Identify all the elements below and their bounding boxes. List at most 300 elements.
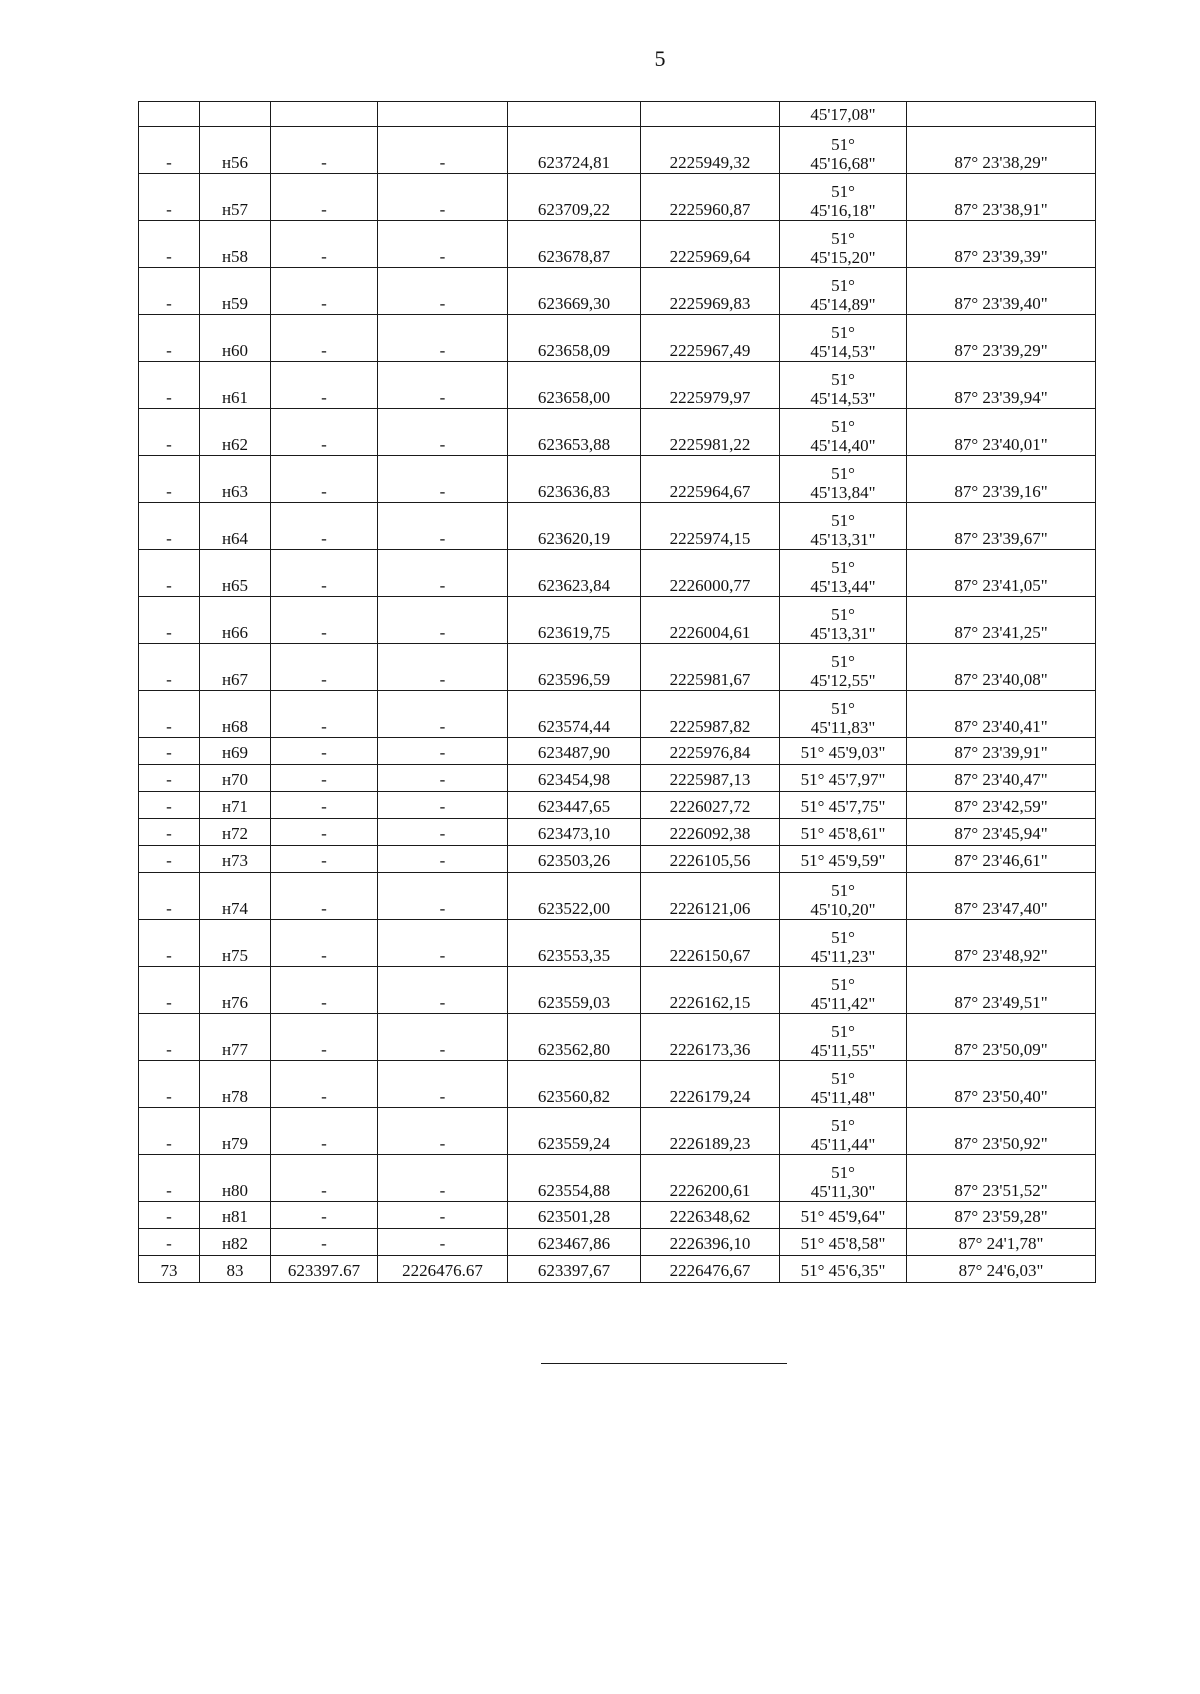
- cell-longitude: 87° 23'39,94": [907, 362, 1096, 409]
- latitude-minutes: 45'14,53": [810, 389, 876, 408]
- cell-num: -: [139, 221, 200, 268]
- cell-y-old: -: [378, 967, 508, 1014]
- cell-x-old: -: [271, 1014, 378, 1061]
- cell-y-old: -: [378, 1108, 508, 1155]
- cell-point-name: н70: [200, 765, 271, 792]
- cell-latitude: [780, 127, 907, 174]
- page-number: 5: [654, 46, 666, 71]
- cell-x-new: 623553,35: [508, 920, 641, 967]
- cell-num: -: [139, 1061, 200, 1108]
- cell-longitude: 87° 23'38,29": [907, 127, 1096, 174]
- cell-x-old: -: [271, 550, 378, 597]
- cell-y-new: 2226000,77: [641, 550, 780, 597]
- table-row: [139, 102, 1096, 127]
- cell-x-new: 623623,84: [508, 550, 641, 597]
- latitude-minutes: 45'10,20": [810, 900, 876, 919]
- cell-x-new: 623473,10: [508, 819, 641, 846]
- cell-y-new: 2226162,15: [641, 967, 780, 1014]
- table-row: [139, 1061, 1096, 1108]
- latitude-degrees: 51°: [831, 370, 855, 389]
- cell-latitude: [780, 920, 907, 967]
- cell-longitude: 87° 23'50,09": [907, 1014, 1096, 1061]
- cell-point-name: н79: [200, 1108, 271, 1155]
- table-row: [139, 1256, 1096, 1283]
- cell-point-name: н72: [200, 819, 271, 846]
- latitude-minutes: 45'12,55": [810, 671, 876, 690]
- cell-y-new: 2226105,56: [641, 846, 780, 873]
- cell-x-old: -: [271, 268, 378, 315]
- cell-y-new: 2226396,10: [641, 1229, 780, 1256]
- cell-x-new: 623574,44: [508, 691, 641, 738]
- latitude-minutes: 45'11,83": [810, 718, 876, 737]
- cell-num: -: [139, 967, 200, 1014]
- cell-latitude: [780, 1061, 907, 1108]
- cell-point-name: н76: [200, 967, 271, 1014]
- cell-x-old: -: [271, 1229, 378, 1256]
- cell-latitude: 51° 45'7,75": [780, 792, 907, 819]
- cell-num: -: [139, 503, 200, 550]
- cell-y-old: -: [378, 644, 508, 691]
- cell-point-name: н71: [200, 792, 271, 819]
- cell-longitude: 87° 23'45,94": [907, 819, 1096, 846]
- cell-x-old: -: [271, 846, 378, 873]
- cell-x-old: -: [271, 1108, 378, 1155]
- cell-latitude: [780, 174, 907, 221]
- latitude-degrees: 51°: [831, 1022, 855, 1041]
- cell-y-new: 2226348,62: [641, 1202, 780, 1229]
- cell-longitude: 87° 24'1,78": [907, 1229, 1096, 1256]
- table-row: [139, 1014, 1096, 1061]
- cell-y-old: -: [378, 873, 508, 920]
- footer-rule: [541, 1363, 787, 1364]
- cell-latitude: 51° 45'9,59": [780, 846, 907, 873]
- cell-x-old: -: [271, 362, 378, 409]
- cell-point-name: н80: [200, 1155, 271, 1202]
- table-row: [139, 1155, 1096, 1202]
- cell-longitude: 87° 23'51,52": [907, 1155, 1096, 1202]
- cell-point-name: н69: [200, 738, 271, 765]
- latitude-minutes: 45'13,44": [810, 577, 876, 596]
- table-row: [139, 644, 1096, 691]
- cell-num: -: [139, 846, 200, 873]
- cell-y-old: -: [378, 550, 508, 597]
- latitude-degrees: 51°: [831, 511, 855, 530]
- table-row: [139, 409, 1096, 456]
- cell-y-new: 2225964,67: [641, 456, 780, 503]
- cell-point-name: н82: [200, 1229, 271, 1256]
- table-row: [139, 1108, 1096, 1155]
- cell-y-old: -: [378, 819, 508, 846]
- cell-x-old: -: [271, 221, 378, 268]
- cell-latitude: [780, 221, 907, 268]
- latitude-degrees: 51°: [831, 652, 855, 671]
- cell-num: -: [139, 920, 200, 967]
- cell-num: -: [139, 362, 200, 409]
- cell-x-old: -: [271, 1155, 378, 1202]
- latitude-degrees: 51°: [831, 1163, 855, 1182]
- table-row: [139, 920, 1096, 967]
- cell-latitude: 51° 45'7,97": [780, 765, 907, 792]
- cell-y-new: 2226179,24: [641, 1061, 780, 1108]
- cell-latitude: [780, 268, 907, 315]
- cell-y-old: -: [378, 597, 508, 644]
- cell-x-new: 623619,75: [508, 597, 641, 644]
- cell-y-new: 2225967,49: [641, 315, 780, 362]
- table-row: [139, 315, 1096, 362]
- table-row: [139, 268, 1096, 315]
- latitude-minutes: 45'11,23": [810, 947, 876, 966]
- cell-latitude: [780, 503, 907, 550]
- cell-longitude: 87° 23'39,40": [907, 268, 1096, 315]
- cell-x-old: 623397.67: [271, 1256, 378, 1283]
- cell-num: -: [139, 1229, 200, 1256]
- cell-x-old: -: [271, 967, 378, 1014]
- latitude-minutes: 45'11,44": [810, 1135, 876, 1154]
- latitude-minutes: 45'14,89": [810, 295, 876, 314]
- cell-x-old: -: [271, 873, 378, 920]
- cell-y-old: -: [378, 920, 508, 967]
- cell-longitude: 87° 23'48,92": [907, 920, 1096, 967]
- latitude-minutes: 45'14,40": [810, 436, 876, 455]
- cell-y-new: 2225979,97: [641, 362, 780, 409]
- table-row: [139, 846, 1096, 873]
- cell-latitude: [780, 550, 907, 597]
- cell-point-name: н75: [200, 920, 271, 967]
- latitude-minutes: 45'13,84": [810, 483, 876, 502]
- cell-x-new: 623559,03: [508, 967, 641, 1014]
- cell-point-name: н62: [200, 409, 271, 456]
- cell-latitude: 51° 45'9,03": [780, 738, 907, 765]
- cell-y-old: -: [378, 792, 508, 819]
- cell-num: -: [139, 409, 200, 456]
- cell-x-old: -: [271, 644, 378, 691]
- cell-point-name: [200, 102, 271, 127]
- latitude-degrees: 51°: [831, 464, 855, 483]
- cell-x-new: 623447,65: [508, 792, 641, 819]
- cell-latitude: 51° 45'9,64": [780, 1202, 907, 1229]
- cell-longitude: 87° 23'40,47": [907, 765, 1096, 792]
- cell-y-old: -: [378, 765, 508, 792]
- cell-num: -: [139, 1108, 200, 1155]
- cell-y-old: -: [378, 315, 508, 362]
- cell-longitude: 87° 23'39,16": [907, 456, 1096, 503]
- cell-num: -: [139, 550, 200, 597]
- cell-y-new: 2226173,36: [641, 1014, 780, 1061]
- cell-x-old: -: [271, 691, 378, 738]
- cell-x-new: 623560,82: [508, 1061, 641, 1108]
- latitude-minutes: 45'11,55": [810, 1041, 876, 1060]
- table-row: [139, 1229, 1096, 1256]
- cell-x-new: 623620,19: [508, 503, 641, 550]
- cell-latitude: [780, 315, 907, 362]
- cell-latitude: [780, 1155, 907, 1202]
- cell-x-new: 623397,67: [508, 1256, 641, 1283]
- cell-latitude: [780, 644, 907, 691]
- cell-num: -: [139, 597, 200, 644]
- cell-longitude: 87° 23'49,51": [907, 967, 1096, 1014]
- latitude-degrees: 51°: [831, 135, 855, 154]
- table-row: [139, 362, 1096, 409]
- cell-x-new: 623559,24: [508, 1108, 641, 1155]
- cell-longitude: 87° 23'39,39": [907, 221, 1096, 268]
- cell-x-old: -: [271, 765, 378, 792]
- cell-y-new: 2226476,67: [641, 1256, 780, 1283]
- latitude-minutes: 45'16,68": [810, 154, 876, 173]
- table-row: [139, 691, 1096, 738]
- cell-y-old: -: [378, 1061, 508, 1108]
- cell-latitude: [780, 967, 907, 1014]
- latitude-minutes: 45'13,31": [810, 530, 876, 549]
- cell-x-new: 623467,86: [508, 1229, 641, 1256]
- cell-num: -: [139, 873, 200, 920]
- cell-point-name: н78: [200, 1061, 271, 1108]
- cell-num: -: [139, 315, 200, 362]
- cell-point-name: н77: [200, 1014, 271, 1061]
- cell-point-name: н60: [200, 315, 271, 362]
- cell-num: 73: [139, 1256, 200, 1283]
- table-row: [139, 873, 1096, 920]
- cell-longitude: 87° 23'59,28": [907, 1202, 1096, 1229]
- latitude-degrees: 51°: [831, 1116, 855, 1135]
- cell-y-new: 2225949,32: [641, 127, 780, 174]
- cell-x-new: 623487,90: [508, 738, 641, 765]
- latitude-minutes: 45'16,18": [810, 201, 876, 220]
- cell-x-old: [271, 102, 378, 127]
- cell-longitude: 87° 23'50,92": [907, 1108, 1096, 1155]
- table-row: [139, 765, 1096, 792]
- cell-y-new: 2226027,72: [641, 792, 780, 819]
- cell-num: -: [139, 765, 200, 792]
- latitude-degrees: 51°: [831, 881, 855, 900]
- cell-longitude: 87° 23'47,40": [907, 873, 1096, 920]
- latitude-degrees: 51°: [831, 1069, 855, 1088]
- cell-x-new: [508, 102, 641, 127]
- cell-y-old: -: [378, 127, 508, 174]
- cell-x-new: 623554,88: [508, 1155, 641, 1202]
- cell-num: -: [139, 268, 200, 315]
- cell-longitude: 87° 23'41,05": [907, 550, 1096, 597]
- cell-y-new: 2225960,87: [641, 174, 780, 221]
- cell-latitude: 45'17,08": [780, 102, 907, 127]
- cell-x-old: -: [271, 1202, 378, 1229]
- cell-longitude: [907, 102, 1096, 127]
- cell-latitude: [780, 1014, 907, 1061]
- cell-y-new: 2225981,67: [641, 644, 780, 691]
- cell-y-old: -: [378, 1202, 508, 1229]
- cell-latitude: [780, 597, 907, 644]
- cell-x-new: 623596,59: [508, 644, 641, 691]
- cell-point-name: н73: [200, 846, 271, 873]
- cell-x-old: -: [271, 315, 378, 362]
- cell-latitude: [780, 691, 907, 738]
- cell-num: -: [139, 644, 200, 691]
- cell-y-old: [378, 102, 508, 127]
- cell-x-new: 623709,22: [508, 174, 641, 221]
- table-row: [139, 597, 1096, 644]
- cell-latitude: [780, 456, 907, 503]
- cell-x-old: -: [271, 503, 378, 550]
- table-row: [139, 503, 1096, 550]
- cell-y-new: 2225981,22: [641, 409, 780, 456]
- cell-x-new: 623501,28: [508, 1202, 641, 1229]
- cell-y-old: -: [378, 1229, 508, 1256]
- cell-y-new: 2225969,64: [641, 221, 780, 268]
- cell-x-old: -: [271, 920, 378, 967]
- cell-y-old: 2226476.67: [378, 1256, 508, 1283]
- cell-num: -: [139, 127, 200, 174]
- cell-x-old: -: [271, 127, 378, 174]
- cell-x-old: -: [271, 819, 378, 846]
- cell-point-name: н74: [200, 873, 271, 920]
- cell-x-new: 623678,87: [508, 221, 641, 268]
- latitude-degrees: 51°: [831, 417, 855, 436]
- cell-y-old: -: [378, 174, 508, 221]
- cell-x-new: 623522,00: [508, 873, 641, 920]
- cell-x-old: -: [271, 597, 378, 644]
- cell-y-old: -: [378, 1155, 508, 1202]
- latitude-degrees: 51°: [831, 276, 855, 295]
- cell-longitude: 87° 24'6,03": [907, 1256, 1096, 1283]
- cell-y-old: -: [378, 503, 508, 550]
- latitude-degrees: 51°: [831, 699, 855, 718]
- cell-num: -: [139, 819, 200, 846]
- cell-longitude: 87° 23'50,40": [907, 1061, 1096, 1108]
- cell-point-name: н81: [200, 1202, 271, 1229]
- cell-y-new: 2225987,82: [641, 691, 780, 738]
- cell-x-new: 623658,00: [508, 362, 641, 409]
- latitude-degrees: 51°: [831, 605, 855, 624]
- latitude-degrees: 51°: [831, 182, 855, 201]
- cell-longitude: 87° 23'38,91": [907, 174, 1096, 221]
- cell-y-new: 2225974,15: [641, 503, 780, 550]
- cell-y-old: -: [378, 691, 508, 738]
- cell-y-old: -: [378, 1014, 508, 1061]
- latitude-minutes: 45'11,48": [810, 1088, 876, 1107]
- table-row: [139, 819, 1096, 846]
- table-row: [139, 738, 1096, 765]
- cell-y-new: 2226092,38: [641, 819, 780, 846]
- cell-point-name: н68: [200, 691, 271, 738]
- latitude-degrees: 51°: [831, 975, 855, 994]
- table-row: [139, 967, 1096, 1014]
- cell-x-new: 623562,80: [508, 1014, 641, 1061]
- cell-num: -: [139, 738, 200, 765]
- latitude-minutes: 45'11,30": [810, 1182, 876, 1201]
- cell-x-new: 623669,30: [508, 268, 641, 315]
- cell-x-new: 623658,09: [508, 315, 641, 362]
- cell-num: -: [139, 1155, 200, 1202]
- cell-point-name: н61: [200, 362, 271, 409]
- latitude-degrees: 51°: [831, 558, 855, 577]
- cell-longitude: 87° 23'41,25": [907, 597, 1096, 644]
- table-row: [139, 174, 1096, 221]
- cell-x-new: 623636,83: [508, 456, 641, 503]
- cell-num: [139, 102, 200, 127]
- table-row: [139, 1202, 1096, 1229]
- cell-latitude: [780, 1108, 907, 1155]
- cell-x-old: -: [271, 792, 378, 819]
- latitude-degrees: 51°: [831, 229, 855, 248]
- cell-x-new: 623724,81: [508, 127, 641, 174]
- cell-longitude: 87° 23'40,01": [907, 409, 1096, 456]
- cell-num: -: [139, 456, 200, 503]
- latitude-degrees: 51°: [831, 928, 855, 947]
- cell-latitude: 51° 45'8,58": [780, 1229, 907, 1256]
- cell-point-name: н66: [200, 597, 271, 644]
- cell-point-name: н65: [200, 550, 271, 597]
- cell-longitude: 87° 23'40,08": [907, 644, 1096, 691]
- cell-y-new: 2226004,61: [641, 597, 780, 644]
- latitude-minutes: 45'13,31": [810, 624, 876, 643]
- cell-point-name: н63: [200, 456, 271, 503]
- cell-latitude: 51° 45'8,61": [780, 819, 907, 846]
- coordinates-table: [138, 101, 1096, 1283]
- cell-x-old: -: [271, 738, 378, 765]
- latitude-degrees: 51°: [831, 323, 855, 342]
- cell-longitude: 87° 23'39,91": [907, 738, 1096, 765]
- table-row: [139, 792, 1096, 819]
- table-row: [139, 127, 1096, 174]
- cell-longitude: 87° 23'39,67": [907, 503, 1096, 550]
- cell-y-new: 2226200,61: [641, 1155, 780, 1202]
- cell-longitude: 87° 23'46,61": [907, 846, 1096, 873]
- cell-point-name: 83: [200, 1256, 271, 1283]
- cell-point-name: н57: [200, 174, 271, 221]
- latitude-minutes: 45'15,20": [810, 248, 876, 267]
- cell-y-old: -: [378, 456, 508, 503]
- cell-num: -: [139, 1202, 200, 1229]
- cell-y-new: 2225976,84: [641, 738, 780, 765]
- cell-num: -: [139, 174, 200, 221]
- cell-x-new: 623653,88: [508, 409, 641, 456]
- cell-latitude: [780, 409, 907, 456]
- cell-x-old: -: [271, 409, 378, 456]
- cell-point-name: н67: [200, 644, 271, 691]
- table-row: [139, 221, 1096, 268]
- cell-x-old: -: [271, 1061, 378, 1108]
- cell-longitude: 87° 23'39,29": [907, 315, 1096, 362]
- cell-point-name: н58: [200, 221, 271, 268]
- cell-x-old: -: [271, 174, 378, 221]
- cell-num: -: [139, 691, 200, 738]
- cell-y-new: 2226150,67: [641, 920, 780, 967]
- cell-x-new: 623503,26: [508, 846, 641, 873]
- table-body: [139, 102, 1096, 1283]
- cell-latitude: [780, 873, 907, 920]
- cell-y-new: 2225987,13: [641, 765, 780, 792]
- cell-latitude: [780, 362, 907, 409]
- cell-x-new: 623454,98: [508, 765, 641, 792]
- table-row: [139, 550, 1096, 597]
- cell-y-old: -: [378, 221, 508, 268]
- cell-y-old: -: [378, 738, 508, 765]
- cell-latitude: 51° 45'6,35": [780, 1256, 907, 1283]
- table-row: [139, 456, 1096, 503]
- cell-point-name: н59: [200, 268, 271, 315]
- cell-y-old: -: [378, 846, 508, 873]
- cell-longitude: 87° 23'42,59": [907, 792, 1096, 819]
- cell-x-old: -: [271, 456, 378, 503]
- latitude-minutes: 45'11,42": [810, 994, 876, 1013]
- cell-y-new: 2225969,83: [641, 268, 780, 315]
- cell-point-name: н56: [200, 127, 271, 174]
- cell-y-old: -: [378, 268, 508, 315]
- cell-point-name: н64: [200, 503, 271, 550]
- latitude-minutes: 45'14,53": [810, 342, 876, 361]
- cell-y-new: 2226121,06: [641, 873, 780, 920]
- cell-longitude: 87° 23'40,41": [907, 691, 1096, 738]
- cell-num: -: [139, 792, 200, 819]
